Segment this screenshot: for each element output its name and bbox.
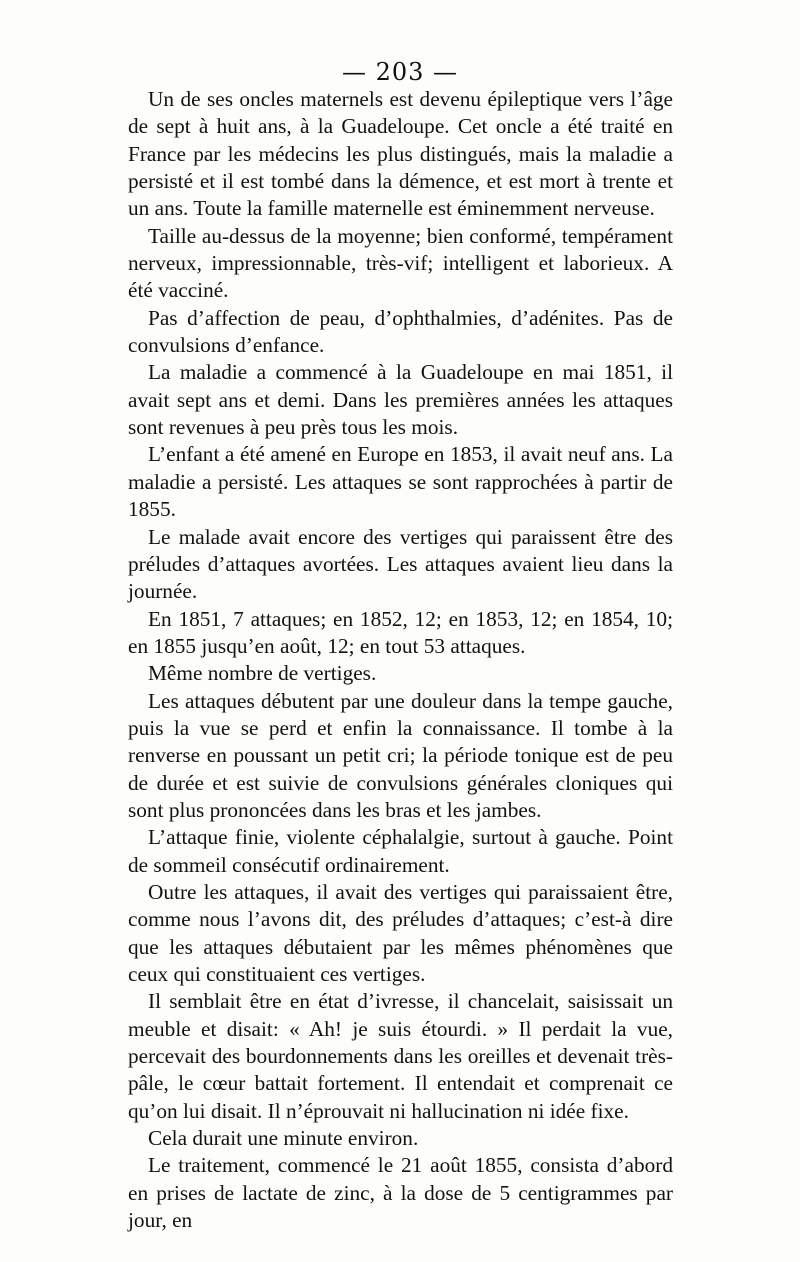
page-number: — 203 — [341,58,459,86]
paragraph-after-attack: L’attaque finie, violente céphalalgie, surtout à gauche. Point de sommeil consécutif ordinairement. [128,825,673,877]
paragraph-attack-counts: En 1851, 7 attaques; en 1852, 12; en 1853, 12; en 1854, 10; en 1855 jusqu’en août, 12; en tout 53 attaques. [128,606,673,658]
body-text [128,86,673,1234]
paragraph-duration: Cela durait une minute environ. [148,1126,419,1151]
paragraph-drunkenness: Il semblait être en état d’ivresse, il chancelait, saisissait un meuble et disait: « Ah! je suis étourdi. » Il perdait la vue, percevait des bourdonnements dans les oreilles et devenait très-pâle, le cœur battait fortement. Il entendait et comprenait ce qu’on lui disait. Il n’éprouvait ni hallucination ni idée fixe. [128,989,673,1123]
paragraph-family-history: Un de ses oncles maternels est devenu épileptique vers l’âge de sept à huit ans, à la Guadeloupe. Cet oncle a été traité en France par les médecins les plus distingués, mais la maladie a persisté et il est tombé dans la démence, et est mort à trente et un ans. Toute la famille maternelle est éminemment nerveuse. [128,87,673,221]
paragraph-vertigo: Le malade avait encore des vertiges qui paraissent être des préludes d’attaques avortées. Les attaques avaient lieu dans la journée. [128,524,673,604]
paragraph-no-affections: Pas d’affection de peau, d’ophthalmies, d’adénites. Pas de convulsions d’enfance. [128,305,673,358]
paragraph-attack-description: Les attaques débutent par une douleur dans la tempe gauche, puis la vue se perd et enfin la connaissance. Il tombe à la renverse en poussant un petit cri; la période tonique est de peu de durée et est suivie de convulsions générales cloniques qui sont plus prononcées dans les bras et les jambes. [128,688,673,822]
paragraph-onset: La maladie a commencé à la Guadeloupe en mai 1851, il avait sept ans et demi. Dans les premières années les attaques sont revenues à peu près tous les mois. [128,360,673,440]
paragraph-constitution: Taille au-dessus de la moyenne; bien conformé, tempérament nerveux, impressionnable, très-vif; intelligent et laborieux. A été vacciné. [128,223,673,303]
paragraph-treatment: Le traitement, commencé le 21 août 1855, consista d’abord en prises de lactate de zinc, à la dose de 5 centigrammes par jour, en [128,1153,673,1233]
paragraph-vertigo-count: Même nombre de vertiges. [148,661,377,686]
paragraph-vertigo-preludes: Outre les attaques, il avait des vertiges qui paraissaient être, comme nous l’avons dit, des préludes d’attaques; c’est-à dire que les attaques débutaient par les mêmes phénomènes que ceux qui constituaient ces vertiges. [128,879,673,986]
paragraph-europe: L’enfant a été amené en Europe en 1853, il avait neuf ans. La maladie a persisté. Les attaques se sont rapprochées à partir de 1855. [128,442,673,522]
